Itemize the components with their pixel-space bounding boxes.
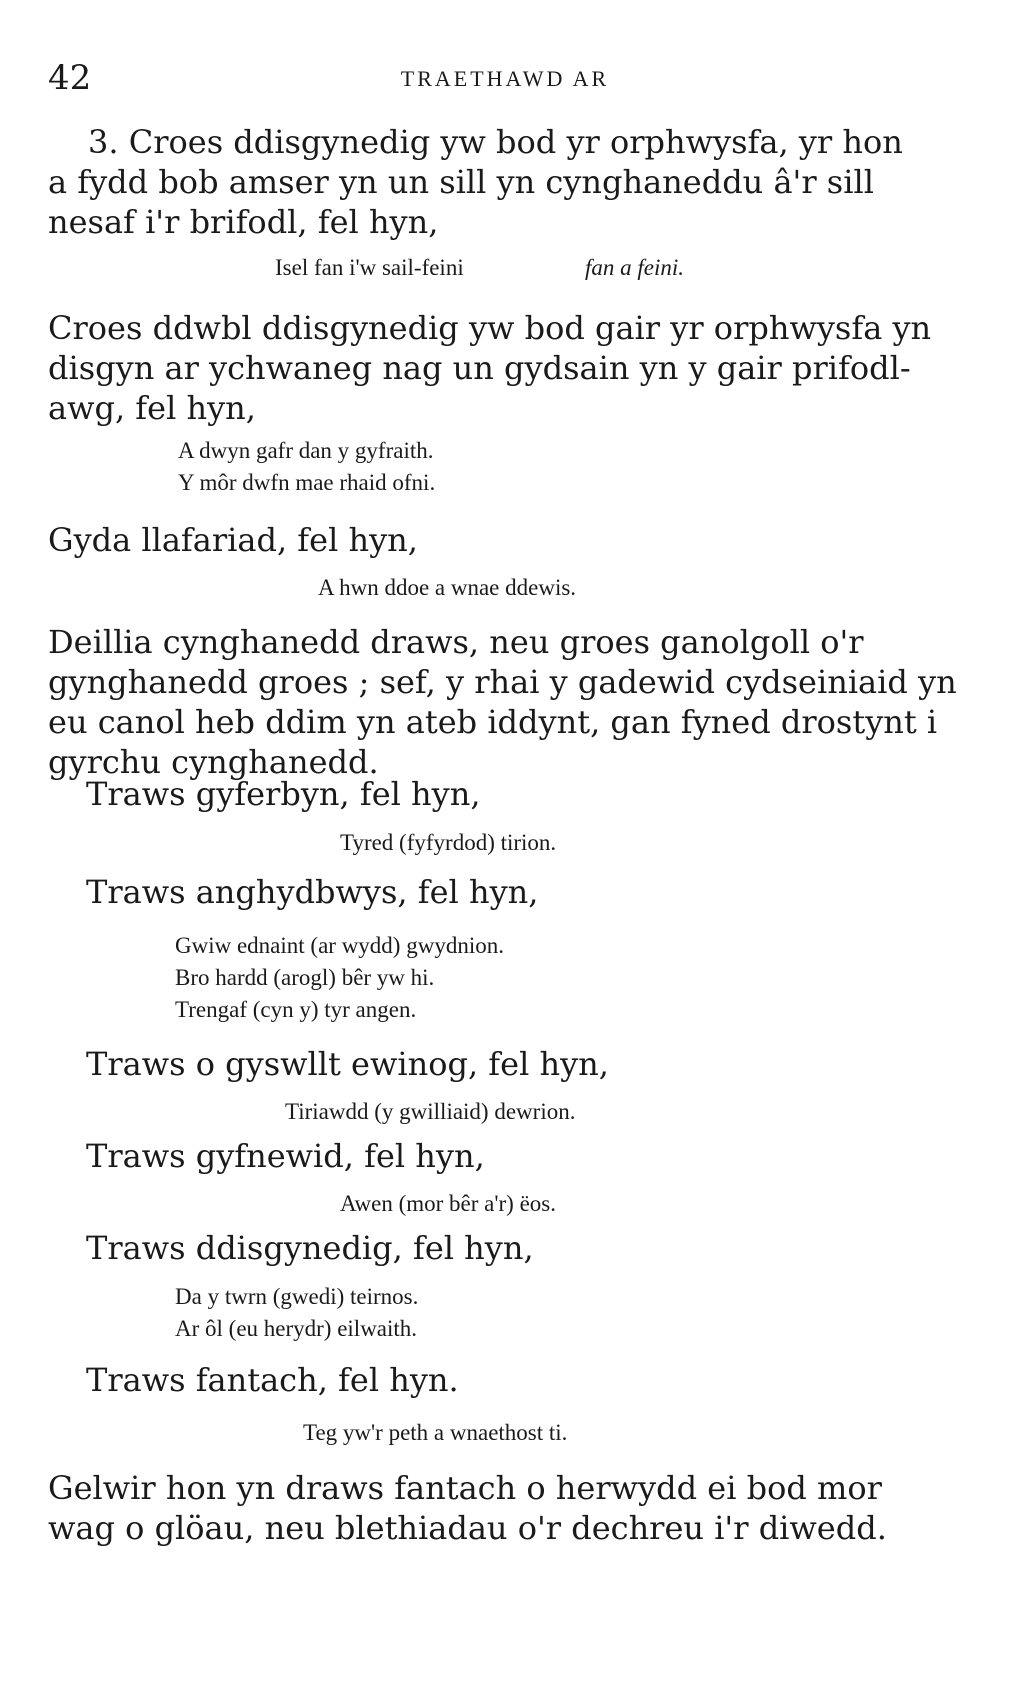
section-label: Traws anghydbwys, fel hyn,	[86, 873, 539, 911]
text-line: gynghanedd groes ; sef, y rhai y gadewid cydseiniaid yn	[48, 663, 957, 701]
section-label: Traws fantach, fel hyn.	[86, 1361, 459, 1399]
section-label: Traws o gyswllt ewinog, fel hyn,	[86, 1045, 609, 1083]
paragraph-gelwir	[48, 1468, 948, 1548]
text-line: disgyn ar ychwaneg nag un gydsain yn y gair prifodl-	[48, 349, 911, 387]
example-verse: A hwn ddoe a wnae ddewis.	[318, 575, 577, 600]
text-line: wag o glöau, neu blethiadau o'r dechreu i'r diwedd.	[48, 1509, 887, 1547]
paragraph-deillia	[48, 622, 957, 782]
example-verse: Isel fan i'w sail-feini	[275, 255, 464, 280]
section-label: Traws gyfnewid, fel hyn,	[86, 1137, 485, 1175]
example-verse: Awen (mor bêr a'r) ëos.	[340, 1191, 556, 1216]
paragraph-croes-ddwbl	[48, 308, 948, 428]
text-line: a fydd bob amser yn un sill yn cynghaneddu â'r sill	[48, 163, 874, 201]
example-verse: Da y twrn (gwedi) teirnos.	[175, 1284, 419, 1309]
example-verse: Ar ôl (eu herydr) eilwaith.	[175, 1316, 418, 1341]
page-header	[48, 58, 962, 108]
paragraph-llafariad	[48, 520, 948, 560]
running-head: TRAETHAWD AR	[400, 66, 610, 91]
text-line: eu canol heb ddim yn ateb iddynt, gan fyned drostynt i	[48, 703, 938, 741]
example-verse: Tyred (fyfyrdod) tirion.	[340, 830, 557, 855]
text-line: 3. Croes ddisgynedig yw bod yr orphwysfa, yr hon	[88, 123, 903, 161]
example-verse: Tiriawdd (y gwilliaid) dewrion.	[285, 1099, 576, 1124]
text-line: Gelwir hon yn draws fantach o herwydd ei bod mor	[48, 1469, 882, 1507]
example-verse: A dwyn gafr dan y gyfraith.	[178, 438, 434, 463]
text-line: Croes ddwbl ddisgynedig yw bod gair yr orphwysfa yn	[48, 309, 932, 347]
text-line: gyrchu cynghanedd.	[48, 743, 379, 781]
text-line: nesaf i'r brifodl, fel hyn,	[48, 203, 439, 241]
paragraph-croes-ddisgynedig	[48, 122, 948, 242]
section-label: Traws ddisgynedig, fel hyn,	[86, 1229, 534, 1267]
text-line: Deillia cynghanedd draws, neu groes ganolgoll o'r	[48, 623, 864, 661]
text-line: Gyda llafariad, fel hyn,	[48, 521, 418, 559]
example-verse: Trengaf (cyn y) tyr angen.	[175, 997, 417, 1022]
section-label: Traws gyferbyn, fel hyn,	[86, 775, 481, 813]
example-verse: Y môr dwfn mae rhaid ofni.	[178, 470, 436, 495]
example-verse: Teg yw'r peth a wnaethost ti.	[303, 1420, 568, 1445]
text-line: awg, fel hyn,	[48, 389, 256, 427]
example-verse: Gwiw ednaint (ar wydd) gwydnion.	[175, 933, 504, 958]
example-gloss: fan a feini.	[585, 255, 685, 280]
example-verse: Bro hardd (arogl) bêr yw hi.	[175, 965, 435, 990]
page-number: 42	[48, 58, 92, 98]
